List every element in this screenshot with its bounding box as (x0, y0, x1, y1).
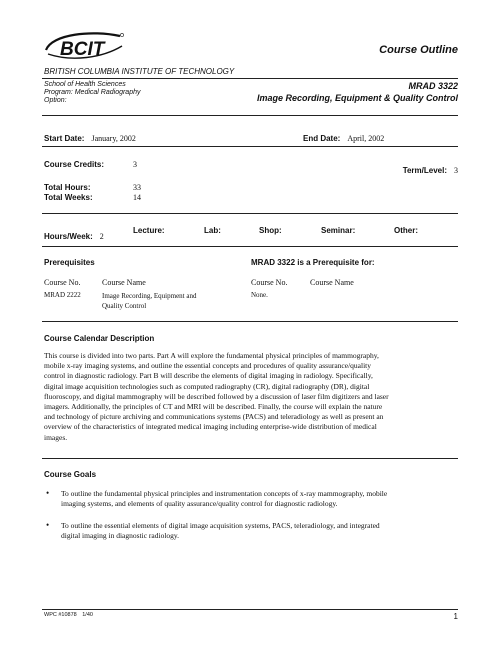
doc-type: Course Outline (379, 44, 458, 56)
description-line: imagers. Additionally, the principles of CT and MRI will be described. Finally, the course will explain the nature (44, 402, 383, 412)
prerequisite-for-title: MRAD 3322 is a Prerequisite for: (251, 258, 375, 267)
divider (42, 321, 458, 322)
end-date-value: April, 2002 (347, 134, 385, 143)
prereq-col-no: Course No. (44, 278, 81, 287)
start-date-value: January, 2002 (91, 134, 136, 143)
end-date-label: End Date: (303, 134, 341, 143)
hours-week-row (44, 226, 104, 244)
total-hours-value: 33 (133, 183, 141, 192)
program-name: Program: Medical Radiography (44, 89, 141, 96)
divider (42, 78, 458, 79)
goal-line: imaging systems, and elements of quality assurance/quality control for diagnostic radiology. (61, 499, 338, 509)
description-title: Course Calendar Description (44, 334, 155, 343)
goal-line: To outline the essential elements of digital image acquisition systems, PACS, teleradiology, and integrated (61, 521, 380, 530)
form-code: WPC #10878 (44, 612, 77, 618)
course-code: MRAD 3322 (408, 81, 458, 91)
divider (42, 115, 458, 116)
option-label: Option: (44, 97, 67, 104)
prereq-for-row-no: None. (251, 291, 268, 299)
divider (42, 458, 458, 459)
logo-swoosh-icon (42, 28, 126, 68)
end-date-row (303, 128, 384, 146)
description-line: This course is divided into two parts. Part A will explore the fundamental physical principles of mammography, (44, 351, 379, 360)
goals-title: Course Goals (44, 470, 97, 479)
credits-label: Course Credits: (44, 160, 105, 169)
divider (42, 246, 458, 247)
prereq-row-name-line: Quality Control (102, 302, 147, 310)
start-date-row (44, 128, 136, 146)
form-date: 1/40 (82, 612, 93, 618)
divider (42, 213, 458, 214)
seminar-label: Seminar: (321, 226, 356, 235)
hours-week-label: Hours/Week: (44, 232, 93, 241)
description-line: control in diagnostic radiology. Part B will describe the elements of digital imaging in radiology. Specifically, (44, 371, 373, 381)
page-number: 1 (453, 612, 458, 621)
bullet-icon: • (46, 520, 50, 530)
goal-item (61, 489, 461, 509)
lecture-label: Lecture: (133, 226, 165, 235)
hours-week-value: 2 (99, 232, 104, 241)
description-line: overview of the characteristics of integrated medical imaging including enterprise-wide distribution of medical (44, 422, 377, 432)
description-line: digital image acquisition technologies such as computed radiography (CR), digital radiography (DR), digital (44, 381, 370, 391)
prereq-for-col-no: Course No. (251, 278, 288, 287)
lab-label: Lab: (204, 226, 221, 235)
divider (42, 146, 458, 147)
description-line: fluoroscopy, and digital mammography will be described followed by a discussion of laser film digitizers and laser (44, 391, 389, 401)
logo-text: BCIT (60, 39, 105, 60)
goal-line: To outline the fundamental physical principles and instrumentation concepts of x-ray mammography, mobile (61, 489, 388, 498)
description-line: images. (44, 432, 68, 442)
total-weeks-value: 14 (133, 193, 141, 202)
prerequisites-title: Prerequisites (44, 258, 95, 267)
total-weeks-label: Total Weeks: (44, 193, 93, 202)
term-label: Term/Level: (402, 166, 447, 175)
prereq-row-name (102, 291, 196, 311)
prereq-row-no: MRAD 2222 (44, 291, 81, 299)
prereq-for-col-name: Course Name (310, 278, 354, 287)
goal-item (61, 521, 461, 541)
shop-label: Shop: (259, 226, 282, 235)
school-name: School of Health Sciences (44, 81, 126, 88)
institute-name: BRITISH COLUMBIA INSTITUTE OF TECHNOLOGY (44, 67, 235, 76)
description-line: and technology of picture archiving and communications systems (PACS) and teleradiology as well as present an (44, 412, 384, 422)
prereq-row-name-line: Image Recording, Equipment and (102, 292, 197, 300)
bullet-icon: • (46, 488, 50, 498)
bcit-logo (42, 28, 126, 68)
other-label: Other: (394, 226, 418, 235)
goal-line: digital imaging in diagnostic radiology. (61, 531, 180, 541)
description-body (44, 351, 460, 443)
term-row (403, 160, 458, 178)
total-hours-label: Total Hours: (44, 183, 91, 192)
form-code-row (44, 612, 93, 618)
credits-value: 3 (133, 160, 137, 169)
start-date-label: Start Date: (44, 134, 85, 143)
description-line: mobile x-ray imaging systems, and outline the essential concepts and procedures of quality assurance/quality (44, 361, 371, 371)
term-value: 3 (454, 166, 458, 175)
prereq-col-name: Course Name (102, 278, 146, 287)
divider (42, 609, 458, 610)
course-title: Image Recording, Equipment & Quality Control (256, 93, 458, 103)
